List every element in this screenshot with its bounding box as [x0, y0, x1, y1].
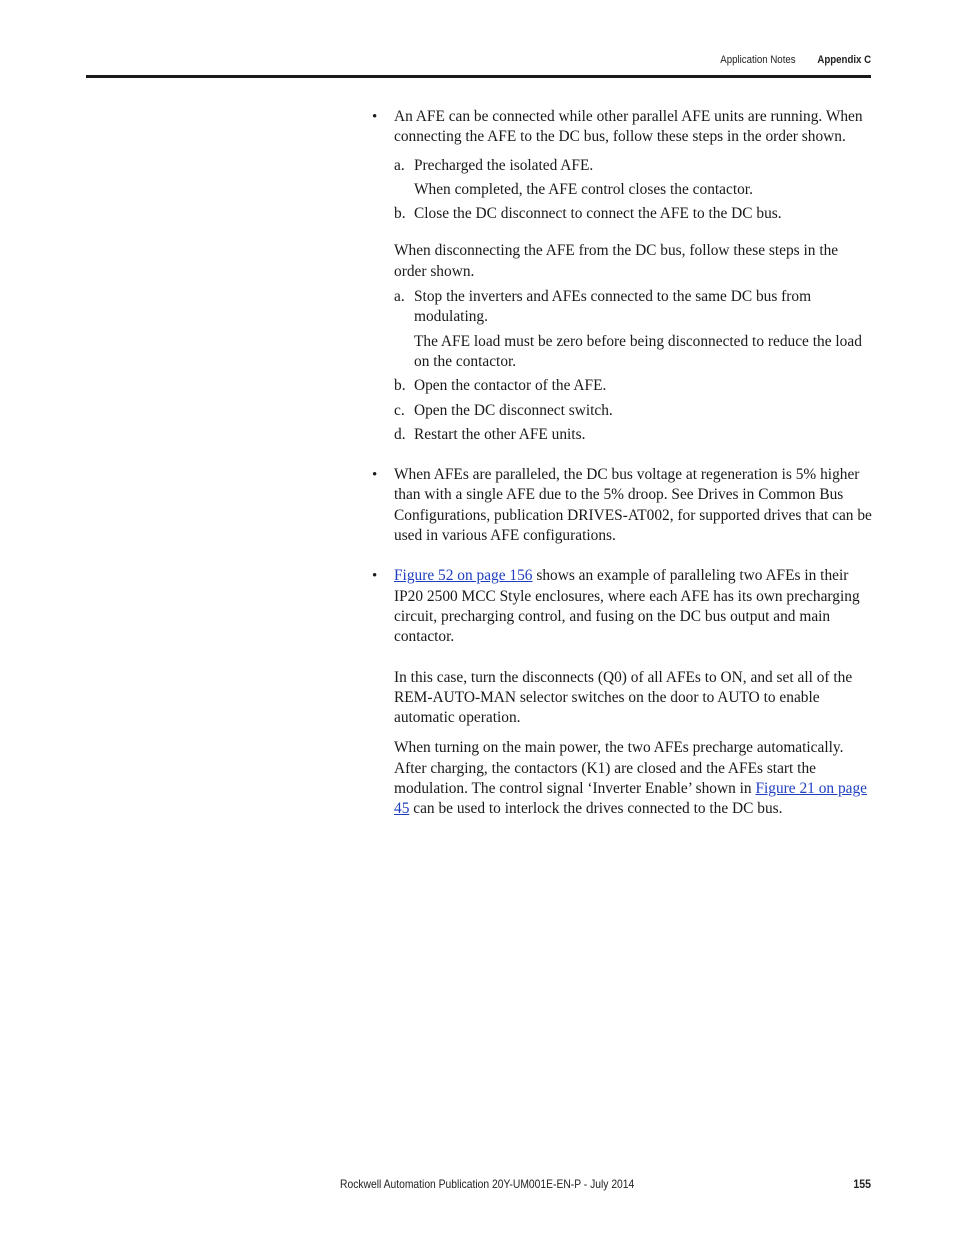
main-content — [372, 107, 872, 820]
disconnects-paragraph: In this case, turn the disconnects (Q0) of all AFEs to ON, and set all of the REM-AUTO-MAN selector switches on the door to AUTO to enable automatic operation. — [394, 668, 853, 727]
step-text: Restart the other AFE units. — [414, 425, 586, 443]
connect-steps-list — [394, 156, 872, 225]
step-text: Open the DC disconnect switch. — [414, 401, 613, 419]
main-power-text: When turning on the main power, the two AFEs precharge automatically. After charging, the contactors (K1) are closed and the AFEs start the modulation. The control signal ‘Inverter Enable’ shown in — [394, 739, 844, 798]
page-number: 155 — [853, 1177, 871, 1191]
step-item — [394, 287, 872, 372]
publication-info: Rockwell Automation Publication 20Y-UM001E-EN-P - July 2014 — [340, 1177, 635, 1191]
bullet-icon: • — [372, 109, 378, 125]
bullet-text-rest: shows an example of paralleling two AFEs in their IP20 2500 MCC Style enclosures, where each AFE has its own precharging circuit, precharging control, and fusing on the DC bus output and main contactor. — [394, 567, 860, 646]
disconnect-steps-list — [394, 287, 872, 445]
step-text: Close the DC disconnect to connect the AFE to the DC bus. — [414, 205, 782, 223]
step-text: Open the contactor of the AFE. — [414, 377, 607, 395]
bullet-icon: • — [372, 467, 378, 484]
step-letter: b. — [394, 377, 406, 395]
step-letter: a. — [394, 288, 405, 306]
page-header — [86, 52, 871, 76]
step-letter: a. — [394, 156, 405, 174]
header-section-title: Application Notes — [720, 54, 796, 66]
header-appendix-label: Appendix C — [817, 54, 871, 66]
page-footer — [86, 1176, 871, 1196]
step-note: When completed, the AFE control closes the contactor. — [414, 180, 753, 198]
step-text: Precharged the isolated AFE. — [414, 156, 594, 174]
step-text: Stop the inverters and AFEs connected to the same DC bus from modulating. — [414, 288, 812, 326]
step-item — [394, 425, 872, 445]
bullet-item-figure-52 — [372, 566, 872, 819]
bullet-text: An AFE can be connected while other parallel AFE units are running. When connecting the AFE to the DC bus, follow these steps in the order shown. — [394, 108, 863, 146]
bullet-text: When AFEs are paralleled, the DC bus voltage at regeneration is 5% higher than with a single AFE due to the 5% droop. See Drives in Common Bus Configurations, publication DRIVES-AT002, for supported drives that can be used in various AFE configurations. — [394, 466, 872, 545]
bullet-icon: • — [372, 568, 378, 585]
step-letter: c. — [394, 401, 405, 419]
main-power-paragraph — [394, 738, 872, 819]
step-item — [394, 156, 872, 201]
header-rule — [86, 75, 871, 78]
step-item — [394, 376, 872, 396]
bullet-item-droop — [372, 465, 872, 546]
main-power-text-end: can be used to interlock the drives connected to the DC bus. — [409, 800, 783, 818]
step-item — [394, 401, 872, 421]
step-letter: d. — [394, 425, 406, 443]
figure-21-link[interactable]: Figure 21 on page 45 — [394, 780, 868, 818]
step-note: The AFE load must be zero before being disconnected to reduce the load on the contactor. — [414, 332, 862, 370]
bullet-item-connect-afe — [372, 107, 872, 445]
figure-52-link[interactable]: Figure 52 on page 156 — [394, 567, 533, 585]
step-letter: b. — [394, 205, 406, 223]
step-item — [394, 204, 872, 224]
bullet-text — [394, 566, 872, 647]
disconnect-intro: When disconnecting the AFE from the DC bus, follow these steps in the order shown. — [394, 242, 839, 280]
